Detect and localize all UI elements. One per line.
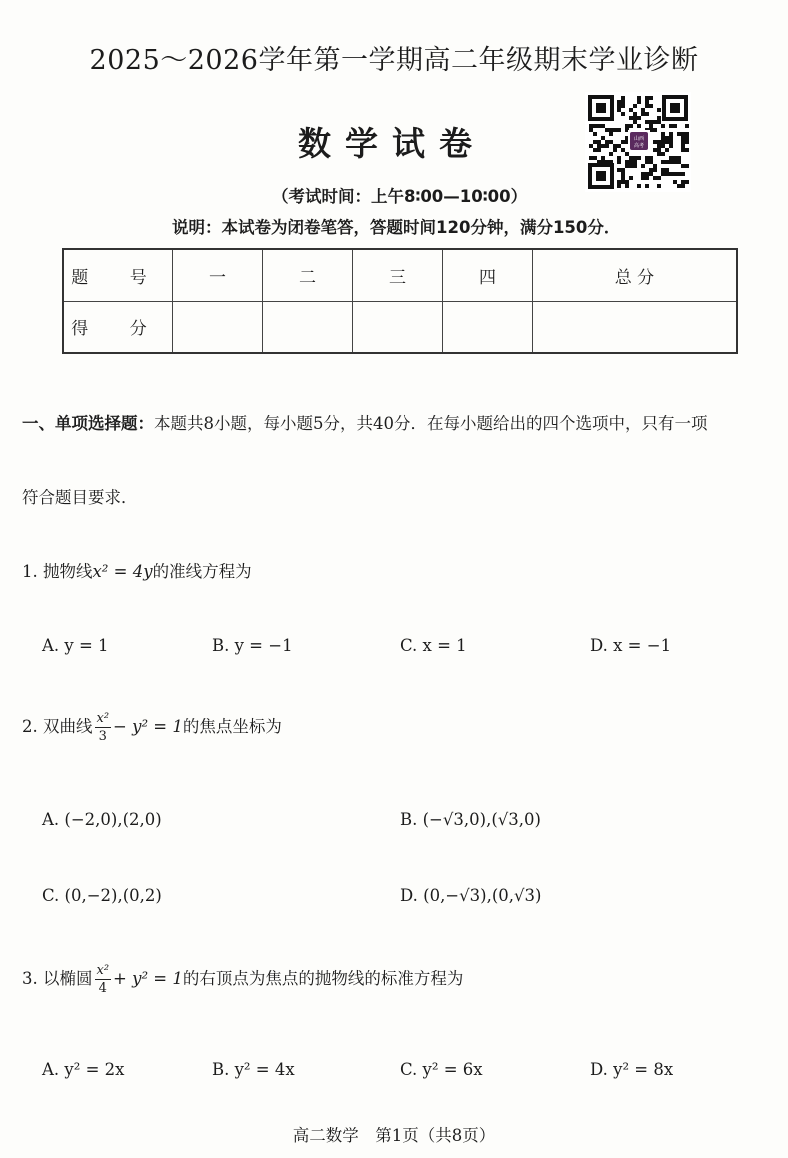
qr-module (633, 156, 637, 160)
qr-module (665, 148, 669, 152)
qr-module (601, 144, 605, 148)
qr-module (641, 108, 645, 112)
qr-module (669, 132, 673, 136)
qr-module (677, 184, 681, 188)
qr-module (593, 124, 597, 128)
score-table-col: 总 分 (532, 249, 737, 301)
qr-module (609, 140, 613, 144)
score-table (62, 248, 738, 354)
qr-module (645, 176, 649, 180)
qr-module (685, 136, 689, 140)
qr-module (653, 120, 657, 124)
math-expression: − y² = 1 (113, 717, 183, 736)
question-text: 的准线方程为 (152, 562, 252, 581)
qr-module (657, 184, 661, 188)
qr-module (637, 156, 641, 160)
qr-module (681, 184, 685, 188)
qr-module (633, 164, 637, 168)
qr-module (609, 132, 613, 136)
qr-module (625, 152, 629, 156)
qr-module (657, 176, 661, 180)
qr-module (621, 140, 625, 144)
qr-module (657, 152, 661, 156)
qr-module (661, 124, 665, 128)
qr-module (629, 124, 633, 128)
qr-module (629, 116, 633, 120)
score-table-score-row (63, 301, 737, 353)
qr-module (613, 128, 617, 132)
score-cell[interactable] (352, 301, 442, 353)
qr-module (633, 120, 637, 124)
section-heading (22, 410, 708, 434)
qr-module (617, 128, 621, 132)
qr-module (657, 148, 661, 152)
qr-module (633, 104, 637, 108)
qr-module (645, 96, 649, 100)
qr-module (645, 100, 649, 104)
qr-module (685, 140, 689, 144)
question-3-stem (22, 962, 463, 997)
qr-module (645, 120, 649, 124)
qr-module (669, 156, 673, 160)
qr-module (605, 128, 609, 132)
fraction (95, 962, 112, 997)
qr-module (673, 156, 677, 160)
qr-module (625, 124, 629, 128)
score-table-row-label: 得 分 (63, 301, 173, 353)
qr-module (649, 160, 653, 164)
question-1-option-c: C. x = 1 (400, 636, 467, 655)
qr-module (677, 172, 681, 176)
qr-logo-text: 高考 (633, 143, 645, 149)
qr-module (617, 100, 621, 104)
qr-module (657, 144, 661, 148)
question-2-option-a: A. (−2,0),(2,0) (42, 810, 162, 829)
fraction-denominator: 3 (98, 729, 107, 744)
qr-module (661, 168, 665, 172)
qr-module (653, 128, 657, 132)
qr-module (681, 132, 685, 136)
exam-time: （考试时间：上午8∶00—10∶00） (272, 187, 528, 206)
qr-module (681, 148, 685, 152)
qr-module (681, 136, 685, 140)
qr-module (645, 112, 649, 116)
qr-module (633, 160, 637, 164)
qr-module (637, 100, 641, 104)
qr-module (653, 176, 657, 180)
qr-module (601, 156, 605, 160)
qr-module (669, 172, 673, 176)
qr-module (589, 156, 593, 160)
question-3-option-b: B. y² = 4x (212, 1060, 295, 1079)
qr-module (597, 144, 601, 148)
qr-module (673, 180, 677, 184)
qr-module (641, 172, 645, 176)
fraction (95, 710, 112, 745)
section-title: 一、单项选择题： (22, 414, 154, 433)
qr-module (677, 160, 681, 164)
qr-module (621, 180, 625, 184)
qr-module (661, 140, 665, 144)
qr-module (605, 144, 609, 148)
qr-module (617, 168, 621, 172)
qr-module (669, 140, 673, 144)
qr-module (621, 172, 625, 176)
qr-module (589, 144, 593, 148)
qr-module (677, 132, 681, 136)
qr-module (665, 136, 669, 140)
qr-module (637, 124, 641, 128)
qr-module (661, 172, 665, 176)
qr-module (617, 184, 621, 188)
qr-module (669, 160, 673, 164)
qr-module (685, 124, 689, 128)
fraction-numerator: x² (96, 711, 110, 726)
exam-instructions: 说明：本试卷为闭卷笔答，答题时间120分钟，满分150分． (172, 218, 621, 237)
qr-module (629, 108, 633, 112)
score-cell[interactable] (173, 301, 263, 353)
question-text: 的焦点坐标为 (182, 717, 282, 736)
section-text-continued: 符合题目要求． (22, 488, 138, 507)
qr-module (621, 100, 625, 104)
math-expression: x² = 4y (92, 562, 153, 581)
question-number: 3. 以椭圆 (22, 969, 93, 988)
score-table-col: 四 (442, 249, 532, 301)
qr-module (613, 144, 617, 148)
qr-module (681, 164, 685, 168)
qr-module (637, 184, 641, 188)
qr-module (617, 180, 621, 184)
qr-module (657, 116, 661, 120)
qr-module (645, 184, 649, 188)
qr-module (665, 140, 669, 144)
qr-module (657, 120, 661, 124)
qr-module (621, 112, 625, 116)
qr-module (665, 168, 669, 172)
qr-module (641, 164, 645, 168)
qr-module (661, 144, 665, 148)
qr-module (685, 180, 689, 184)
qr-module (629, 164, 633, 168)
qr-module (589, 128, 593, 132)
exam-title: 2025～2026学年第一学期高二年级期末学业诊断 (89, 45, 699, 76)
qr-module (673, 172, 677, 176)
qr-module (641, 112, 645, 116)
qr-module (601, 124, 605, 128)
qr-module (661, 132, 665, 136)
score-table-header-row (63, 249, 737, 301)
page-footer: 高二数学 第1页（共8页） (292, 1126, 496, 1145)
qr-module (625, 164, 629, 168)
qr-module (593, 132, 597, 136)
score-table-row-label: 题 号 (63, 249, 173, 301)
qr-module (629, 176, 633, 180)
question-number: 2. 双曲线 (22, 717, 93, 736)
qr-module (609, 128, 613, 132)
question-3-option-d: D. y² = 8x (590, 1060, 674, 1079)
qr-module (649, 168, 653, 172)
qr-module (653, 164, 657, 168)
qr-module (629, 160, 633, 164)
qr-module (685, 164, 689, 168)
score-cell[interactable] (442, 301, 532, 353)
qr-module (669, 136, 673, 140)
question-3-option-c: C. y² = 6x (400, 1060, 483, 1079)
score-table-col: 三 (352, 249, 442, 301)
qr-module (649, 104, 653, 108)
qr-module (681, 140, 685, 144)
question-2-option-d: D. (0,−√3),(0,√3) (400, 886, 542, 905)
question-3-option-a: A. y² = 2x (42, 1060, 125, 1079)
qr-module (621, 148, 625, 152)
qr-module (665, 160, 669, 164)
question-1-option-d: D. x = −1 (590, 636, 672, 655)
fraction-numerator: x² (96, 963, 110, 978)
qr-module (653, 168, 657, 172)
qr-code-image (585, 92, 691, 192)
qr-module (649, 124, 653, 128)
qr-module (645, 104, 649, 108)
qr-module (597, 148, 601, 152)
qr-module (597, 140, 601, 144)
question-1-option-b: B. y = −1 (212, 636, 293, 655)
qr-module (657, 108, 661, 112)
qr-module (621, 104, 625, 108)
question-number: 1. 抛物线 (22, 562, 93, 581)
qr-module (685, 132, 689, 136)
qr-module (669, 124, 673, 128)
qr-module (633, 112, 637, 116)
qr-module (633, 116, 637, 120)
qr-module (629, 156, 633, 160)
qr-module (625, 184, 629, 188)
qr-module (641, 176, 645, 180)
qr-module (649, 96, 653, 100)
exam-subject: 数学试卷 (298, 124, 486, 163)
question-2-option-c: C. (0,−2),(0,2) (42, 886, 162, 905)
question-1-option-a: A. y = 1 (42, 636, 109, 655)
qr-module (609, 152, 613, 156)
qr-module (661, 160, 665, 164)
qr-logo-text: 山西 (633, 136, 645, 142)
math-expression: + y² = 1 (113, 969, 183, 988)
qr-module (621, 168, 625, 172)
qr-module (653, 140, 657, 144)
qr-module (685, 148, 689, 152)
qr-module (657, 140, 661, 144)
question-text: 的右顶点为焦点的抛物线的标准方程为 (182, 969, 464, 988)
qr-module (593, 140, 597, 144)
qr-module (681, 172, 685, 176)
score-table-col: 一 (173, 249, 263, 301)
qr-module (617, 156, 621, 160)
qr-module (673, 160, 677, 164)
qr-module (661, 136, 665, 140)
qr-module (605, 140, 609, 144)
qr-module (597, 124, 601, 128)
qr-module (617, 160, 621, 164)
qr-module (613, 148, 617, 152)
qr-module (653, 148, 657, 152)
qr-module (601, 136, 605, 140)
fraction-denominator: 4 (98, 981, 107, 996)
qr-module (649, 120, 653, 124)
qr-module (593, 156, 597, 160)
qr-module (649, 156, 653, 160)
question-2-option-b: B. (−√3,0),(√3,0) (400, 810, 541, 829)
score-cell[interactable] (532, 301, 737, 353)
qr-module (625, 160, 629, 164)
qr-module (617, 144, 621, 148)
qr-module (645, 160, 649, 164)
qr-module (681, 180, 685, 184)
qr-module (645, 172, 649, 176)
qr-module (665, 172, 669, 176)
qr-module (593, 148, 597, 152)
qr-module (589, 124, 593, 128)
qr-module (621, 96, 625, 100)
qr-module (617, 104, 621, 108)
qr-module (649, 172, 653, 176)
score-cell[interactable] (262, 301, 352, 353)
qr-module (645, 156, 649, 160)
qr-module (617, 108, 621, 112)
qr-module (677, 156, 681, 160)
question-2-stem (22, 710, 282, 745)
section-text: 本题共8小题，每小题5分，共40分．在每小题给出的四个选项中，只有一项 (154, 414, 708, 433)
qr-module (625, 180, 629, 184)
qr-module (673, 124, 677, 128)
qr-module (681, 144, 685, 148)
qr-module (637, 116, 641, 120)
qr-module (661, 152, 665, 156)
qr-module (621, 176, 625, 180)
qr-module (669, 144, 673, 148)
question-1-stem (22, 558, 252, 582)
qr-module (637, 96, 641, 100)
score-table-col: 二 (262, 249, 352, 301)
